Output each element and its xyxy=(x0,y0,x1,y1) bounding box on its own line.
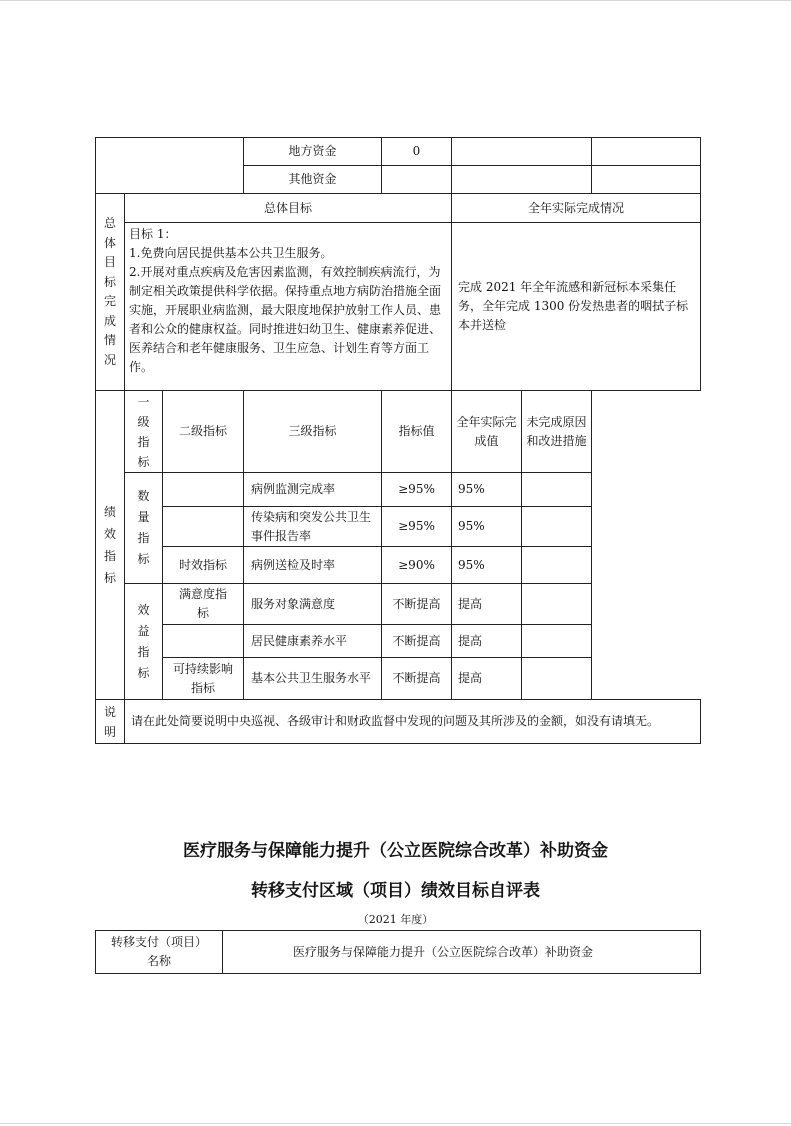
table-row xyxy=(96,625,701,658)
vertical-label: 绩效指标 xyxy=(103,505,116,585)
actual-cell: 提高 xyxy=(452,584,522,625)
overall-actual-header: 全年实际完成情况 xyxy=(452,194,701,223)
actual-cell: 95% xyxy=(452,507,522,547)
target-cell: ≥95% xyxy=(382,473,452,507)
funding-label: 其他资金 xyxy=(244,166,382,194)
table-row xyxy=(96,658,701,700)
overall-row-label xyxy=(96,194,125,391)
group-quantity-label xyxy=(125,473,163,584)
target-cell: ≥95% xyxy=(382,507,452,547)
project-name-label: 转移支付（项目）名称 xyxy=(96,931,223,974)
level3-cell: 病例监测完成率 xyxy=(244,473,382,507)
table-row xyxy=(96,473,701,507)
level2-header: 二级指标 xyxy=(163,391,244,473)
target-cell: 不断提高 xyxy=(382,584,452,625)
project-name-value: 医疗服务与保障能力提升（公立医院综合改革）补助资金 xyxy=(223,931,701,974)
actual-header: 全年实际完成值 xyxy=(452,391,522,473)
reason-cell xyxy=(522,658,592,700)
note-text: 请在此处简要说明中央巡视、各级审计和财政监督中发现的问题及其所涉及的金额，如没有请填无。 xyxy=(125,700,701,744)
level2-cell: 可持续影响指标 xyxy=(163,658,244,700)
level2-cell: 时效指标 xyxy=(163,547,244,584)
actual-cell: 提高 xyxy=(452,625,522,658)
actual-cell: 提高 xyxy=(452,658,522,700)
page-title-line2: 转移支付区域（项目）绩效目标自评表 xyxy=(251,881,540,901)
level2-cell: 满意度指标 xyxy=(163,584,244,625)
goal-line: 目标 1： xyxy=(129,227,177,241)
vertical-label: 总体目标完成情况 xyxy=(103,216,116,367)
reason-cell xyxy=(522,584,592,625)
funding-value xyxy=(382,166,452,194)
group-benefit-label xyxy=(125,584,163,700)
page-bottom-border xyxy=(0,1123,791,1124)
reason-cell xyxy=(522,473,592,507)
level3-header: 三级指标 xyxy=(244,391,382,473)
level3-cell: 服务对象满意度 xyxy=(244,584,382,625)
target-cell: ≥90% xyxy=(382,547,452,584)
project-name-table xyxy=(95,930,701,974)
reason-cell xyxy=(522,547,592,584)
vertical-label: 数量指标 xyxy=(137,489,150,566)
vertical-label: 说明 xyxy=(103,704,116,739)
blank-cell xyxy=(452,166,592,194)
actual-cell: 95% xyxy=(452,547,522,584)
funding-value: 0 xyxy=(382,138,452,166)
table-row xyxy=(96,547,701,584)
level2-cell xyxy=(163,507,244,547)
overall-goal-header: 总体目标 xyxy=(125,194,452,223)
table-row xyxy=(96,584,701,625)
goal-line: 1.免费向居民提供基本公共卫生服务。 xyxy=(129,246,333,260)
blank-cell xyxy=(96,138,244,194)
vertical-label: 效益指标 xyxy=(137,602,150,680)
level1-header xyxy=(125,391,163,473)
overall-goal-text xyxy=(125,223,452,391)
level2-cell xyxy=(163,625,244,658)
performance-table xyxy=(95,137,701,744)
note-label xyxy=(96,700,125,744)
level3-cell: 病例送检及时率 xyxy=(244,547,382,584)
target-header: 指标值 xyxy=(382,391,452,473)
report-year: （2021 年度） xyxy=(357,913,434,926)
table-row xyxy=(96,507,701,547)
funding-label: 地方资金 xyxy=(244,138,382,166)
level3-cell: 传染病和突发公共卫生事件报告率 xyxy=(244,507,382,547)
reason-header: 未完成原因和改进措施 xyxy=(522,391,592,473)
target-cell: 不断提高 xyxy=(382,625,452,658)
page-top-border xyxy=(0,0,791,1)
level3-cell: 居民健康素养水平 xyxy=(244,625,382,658)
page-title-line1: 医疗服务与保障能力提升（公立医院综合改革）补助资金 xyxy=(183,841,608,861)
goal-line: 2.开展对重点疾病及危害因素监测，有效控制疾病流行，为制定相关政策提供科学依据。保持重点地方病防治措施全面实施，开展职业病监测，最大限度地保护放射工作人员、患者和公众的健康权益。同时推进妇幼卫生、健康素养促进、医养结合和老年健康服务、卫生应急、计划生育等方面工作。 xyxy=(129,265,442,374)
vertical-label: 一级指标 xyxy=(137,394,150,469)
level2-cell xyxy=(163,473,244,507)
actual-cell: 95% xyxy=(452,473,522,507)
overall-actual-text: 完成 2021 年全年流感和新冠标本采集任务，全年完成 1300 份发热患者的咽拭子标本并送检 xyxy=(452,223,701,391)
reason-cell xyxy=(522,625,592,658)
blank-cell xyxy=(452,138,592,166)
level3-cell: 基本公共卫生服务水平 xyxy=(244,658,382,700)
reason-cell xyxy=(522,507,592,547)
target-cell: 不断提高 xyxy=(382,658,452,700)
blank-cell xyxy=(592,138,701,166)
perf-row-label xyxy=(96,391,125,700)
blank-cell xyxy=(592,166,701,194)
